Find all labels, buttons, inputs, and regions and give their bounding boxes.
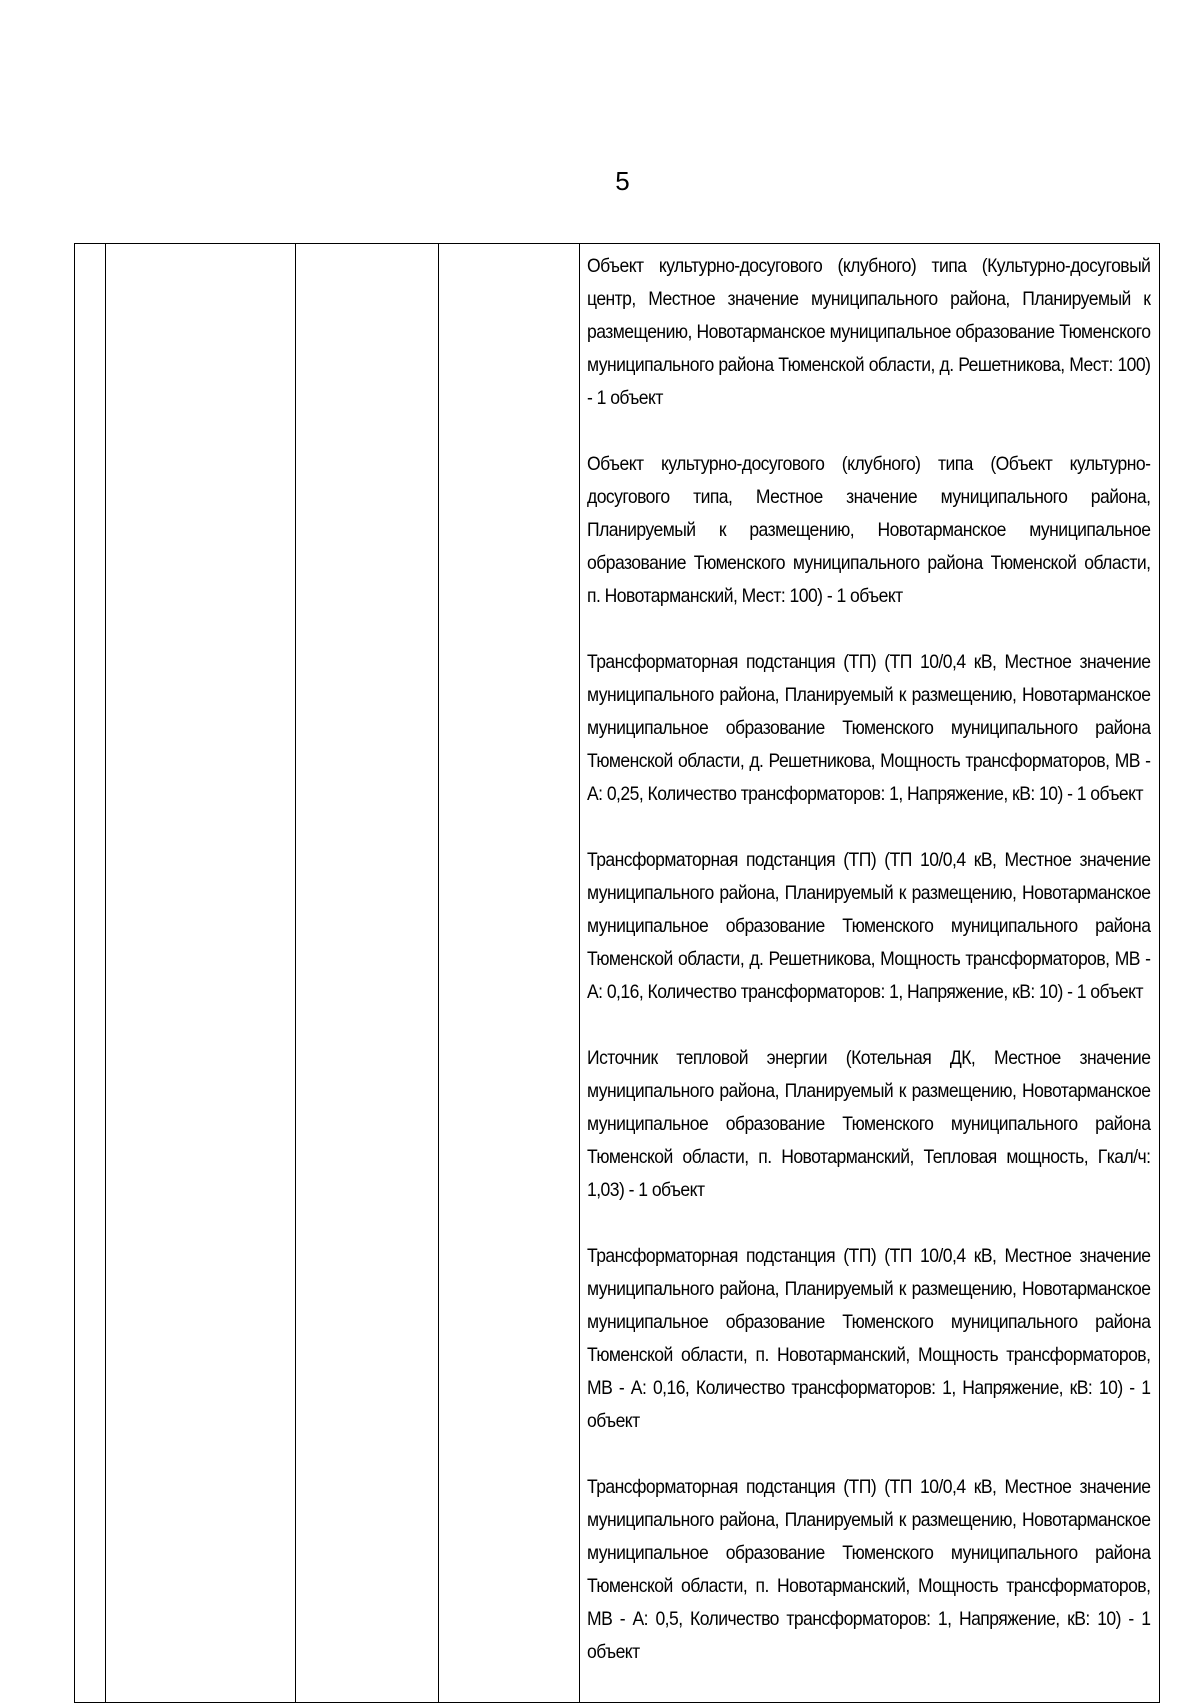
object-entry: Трансформаторная подстанция (ТП) (ТП 10/0,4 кВ, Местное значение муниципального района, Планируемый к размещению, Новотарманское муниципальное образование Тюменского муниципального района Тюменской области, п. Новотарманский, Мощность трансформаторов, МВ - А: 0,16, Количество трансформаторов: 1, Напряжение, кВ: 10) - 1 объект	[587, 1245, 1151, 1432]
table-row	[75, 244, 1160, 1703]
document-table	[74, 243, 1160, 1703]
table-cell-objects	[580, 244, 1160, 1703]
page-number: 5	[615, 166, 630, 196]
table-cell-number	[75, 244, 106, 1703]
object-entry: Объект культурно-досугового (клубного) типа (Объект культурно-досугового типа, Местное значение муниципального района, Планируемый к размещению, Новотарманское муниципальное образование Тюменского муниципального района Тюменской области, п. Новотарманский, Мест: 100) - 1 объект	[587, 453, 1151, 607]
object-entry: Трансформаторная подстанция (ТП) (ТП 10/0,4 кВ, Местное значение муниципального района, Планируемый к размещению, Новотарманское муниципальное образование Тюменского муниципального района Тюменской области, д. Решетникова, Мощность трансформаторов, МВ - А: 0,25, Количество трансформаторов: 1, Напряжение, кВ: 10) - 1 объект	[587, 651, 1151, 805]
table-cell-col3	[296, 244, 439, 1703]
object-entry: Объект культурно-досугового (клубного) типа (Культурно-досуговый центр, Местное значение муниципального района, Планируемый к размещению, Новотарманское муниципальное образование Тюменского муниципального района Тюменской области, д. Решетникова, Мест: 100) - 1 объект	[587, 255, 1151, 409]
object-entry: Источник тепловой энергии (Котельная ДК, Местное значение муниципального района, Планируемый к размещению, Новотарманское муниципальное образование Тюменского муниципального района Тюменской области, п. Новотарманский, Тепловая мощность, Гкал/ч: 1,03) - 1 объект	[587, 1047, 1151, 1201]
table-cell-name	[106, 244, 296, 1703]
object-entry: Трансформаторная подстанция (ТП) (ТП 10/0,4 кВ, Местное значение муниципального района, Планируемый к размещению, Новотарманское муниципальное образование Тюменского муниципального района Тюменской области, д. Решетникова, Мощность трансформаторов, МВ - А: 0,16, Количество трансформаторов: 1, Напряжение, кВ: 10) - 1 объект	[587, 849, 1151, 1003]
object-entry: Трансформаторная подстанция (ТП) (ТП 10/0,4 кВ, Местное значение муниципального района, Планируемый к размещению, Новотарманское муниципальное образование Тюменского муниципального района Тюменской области, п. Новотарманский, Мощность трансформаторов, МВ - А: 0,5, Количество трансформаторов: 1, Напряжение, кВ: 10) - 1 объект	[587, 1476, 1151, 1663]
table-cell-col4	[439, 244, 580, 1703]
